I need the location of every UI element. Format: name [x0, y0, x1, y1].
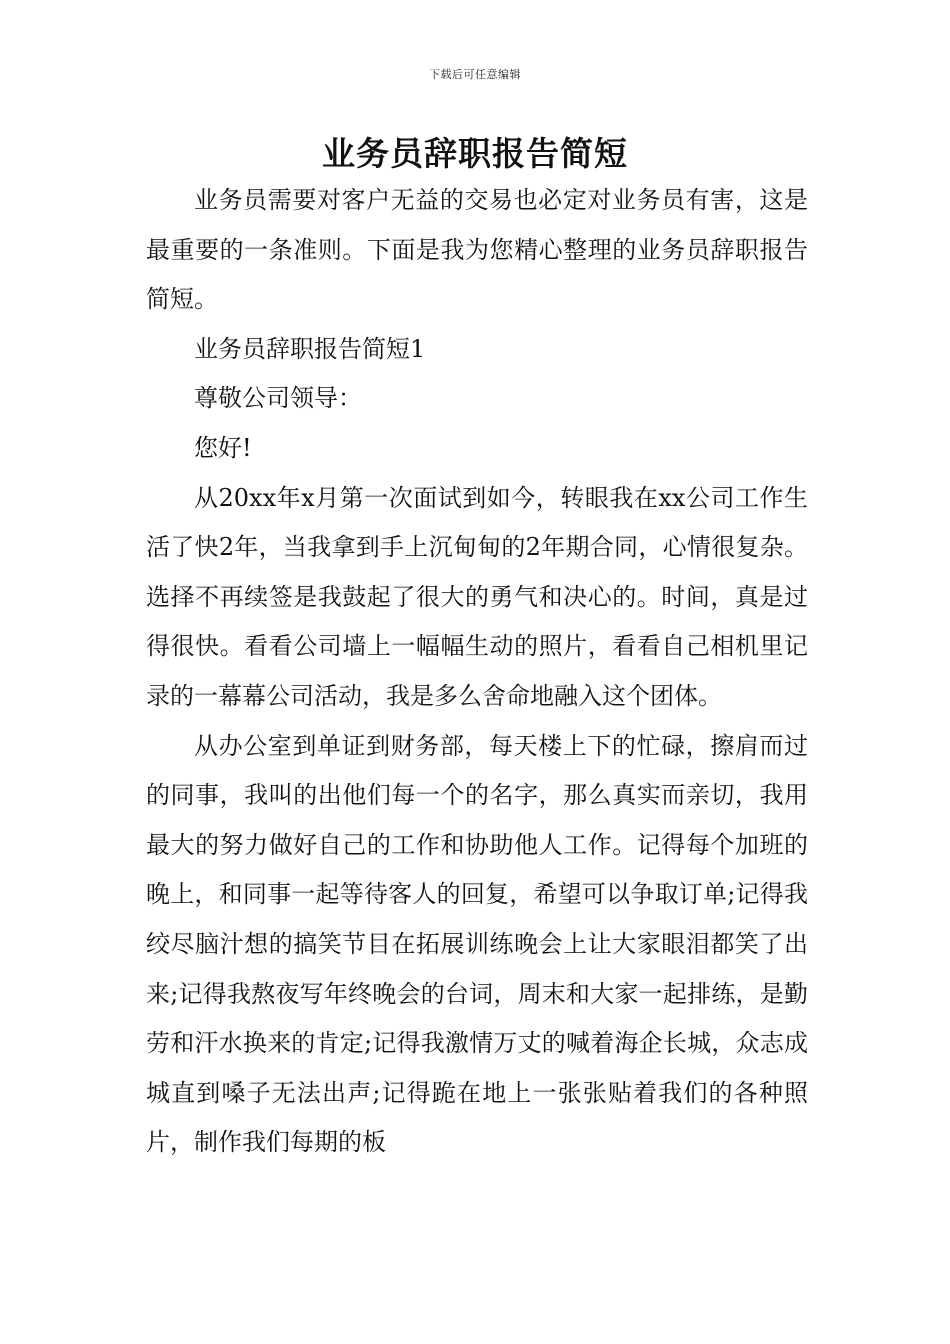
section-heading: 业务员辞职报告简短1 — [194, 334, 426, 363]
intro-paragraph: 业务员需要对客户无益的交易也必定对业务员有害，这是最重要的一条准则。下面是我为您精心整理的业务员辞职报告简短。 — [146, 186, 808, 314]
salutation: 尊敬公司领导： — [194, 384, 362, 413]
header-note: 下载后可任意编辑 — [429, 68, 521, 81]
greeting: 您好! — [194, 433, 252, 462]
document-body — [146, 176, 808, 1168]
body-paragraph: 从20xx年x月第一次面试到如今，转眼我在xx公司工作生活了快2年，当我拿到手上沉甸甸的2年期合同，心情很复杂。选择不再续签是我鼓起了很大的勇气和决心的。时间，真是过得很快。看看公司墙上一幅幅生动的照片，看看自己相机里记录的一幕幕公司活动，我是多么舍命地融入这个团体。 — [146, 483, 808, 710]
body-paragraph: 从办公室到单证到财务部，每天楼上下的忙碌，擦肩而过的同事，我叫的出他们每一个的名字，那么真实而亲切，我用最大的努力做好自己的工作和协助他人工作。记得每个加班的晚上，和同事一起等待客人的回复，希望可以争取订单;记得我绞尽脑汁想的搞笑节目在拓展训练晚会上让大家眼泪都笑了出来;记得我熬夜写年终晚会的台词，周末和大家一起排练，是勤劳和汗水换来的肯定;记得我激情万丈的喊着海企长城，众志成城直到嗓子无法出声;记得跪在地上一张张贴着我们的各种照片，制作我们每期的板 — [146, 731, 808, 1157]
document-title: 业务员辞职报告简短 — [322, 134, 628, 173]
